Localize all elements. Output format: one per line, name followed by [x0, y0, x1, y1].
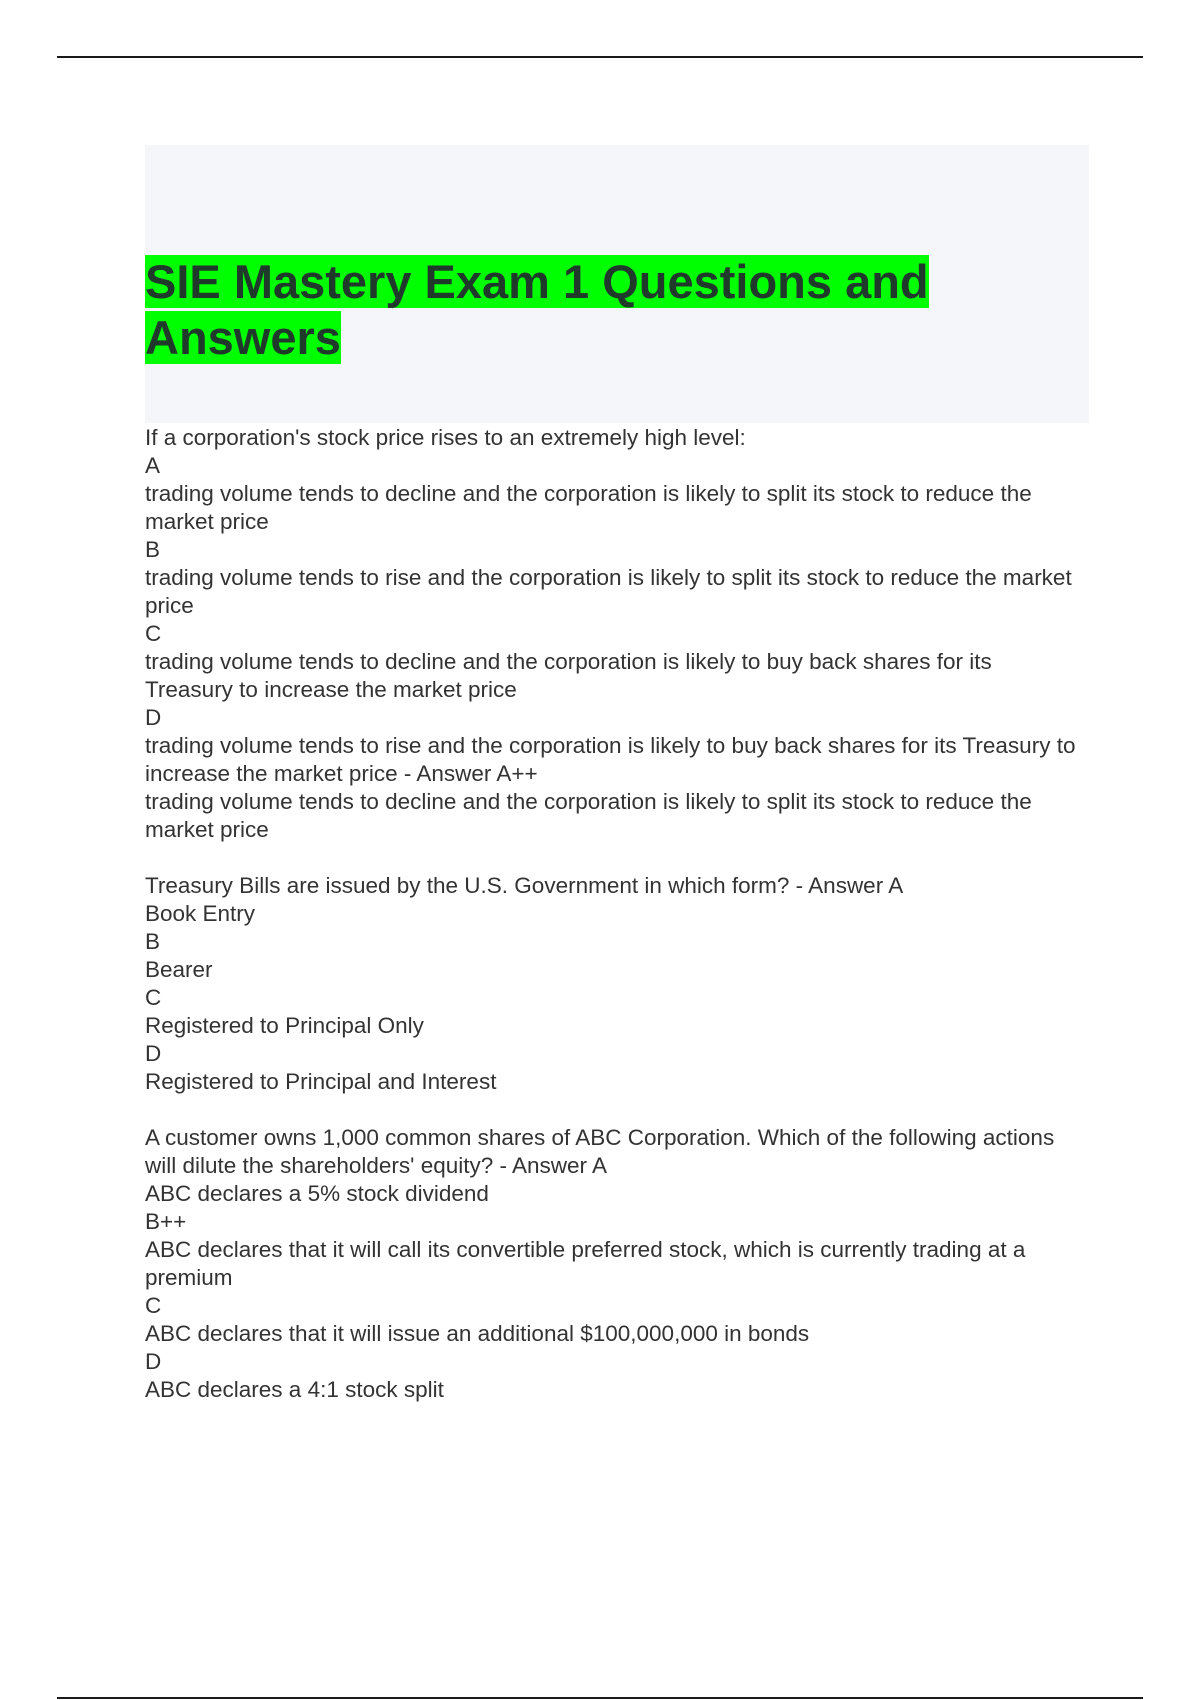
question-block-1: [145, 424, 1085, 844]
question-2-option-text: Bearer: [145, 957, 213, 982]
question-2-option-label: C: [145, 985, 162, 1010]
question-3-option-text: ABC declares that it will issue an additional $100,000,000 in bonds: [145, 1321, 810, 1346]
question-1-option-label: B: [145, 537, 161, 562]
footer-rule: [57, 1697, 1143, 1699]
question-block-3: [145, 1124, 1085, 1404]
question-3-option-text: ABC declares a 5% stock dividend: [145, 1181, 489, 1206]
question-1-option-label: D: [145, 705, 162, 730]
question-1-option-label: A: [145, 453, 161, 478]
question-3-option-label: B++: [145, 1209, 187, 1234]
question-2-option-label: D: [145, 1041, 162, 1066]
question-2-option-text: Registered to Principal and Interest: [145, 1069, 497, 1094]
question-1-option-label: C: [145, 621, 162, 646]
question-3-option-text: ABC declares a 4:1 stock split: [145, 1377, 444, 1402]
question-3-stem: A customer owns 1,000 common shares of ABC Corporation. Which of the following actions will dilute the shareholders' equity? - Answer A: [145, 1125, 1055, 1178]
question-1-option-text: trading volume tends to decline and the corporation is likely to buy back shares for its Treasury to increase the market price: [145, 649, 992, 702]
question-1-option-text: trading volume tends to decline and the corporation is likely to split its stock to reduce the market price: [145, 481, 1032, 534]
header-rule: [57, 56, 1143, 58]
question-1-option-text-with-answer: trading volume tends to rise and the corporation is likely to buy back shares for its Treasury to increase the market price - Answer A++: [145, 733, 1076, 786]
question-1-stem: If a corporation's stock price rises to an extremely high level:: [145, 425, 746, 450]
question-2-option-text: Book Entry: [145, 901, 256, 926]
document-title: [145, 254, 965, 366]
question-3-option-text: ABC declares that it will call its convertible preferred stock, which is currently trading at a premium: [145, 1237, 1026, 1290]
question-3-option-label: D: [145, 1349, 162, 1374]
question-1-answer-text: trading volume tends to decline and the corporation is likely to split its stock to reduce the market price: [145, 789, 1032, 842]
question-1-option-text: trading volume tends to rise and the corporation is likely to split its stock to reduce the market price: [145, 565, 1072, 618]
question-2-option-text: Registered to Principal Only: [145, 1013, 424, 1038]
question-2-option-label: B: [145, 929, 161, 954]
question-2-stem: Treasury Bills are issued by the U.S. Government in which form? - Answer A: [145, 873, 904, 898]
question-block-2: [145, 872, 1085, 1096]
questions-content: [145, 424, 1085, 1432]
title-highlight: SIE Mastery Exam 1 Questions and Answers: [145, 255, 929, 364]
question-3-option-label: C: [145, 1293, 162, 1318]
